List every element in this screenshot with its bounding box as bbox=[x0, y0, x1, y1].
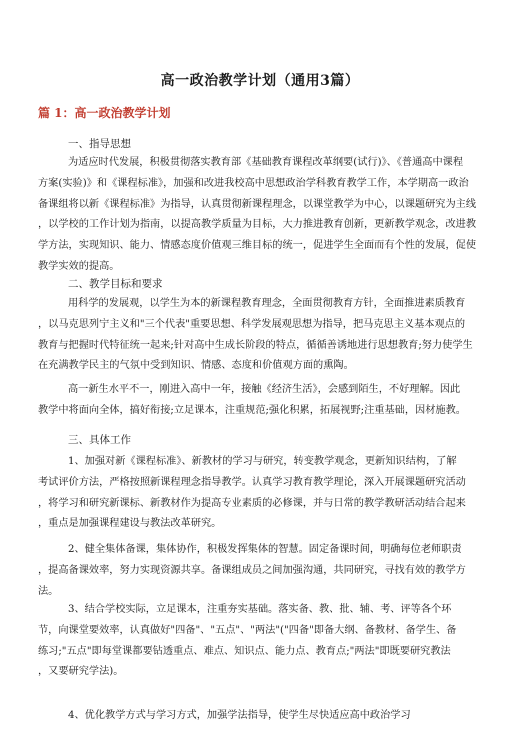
paragraph-line: 教学中将面向全体，搞好衔接;立足课本，注重规范;强化积累，拓展视野;注重基础，因材施教。 bbox=[38, 404, 466, 416]
paragraph-line: ，将学习和研究新课标、新教材作为提高专业素质的必修课，并与日常的教学教研活动结合起来 bbox=[38, 497, 466, 509]
paragraph-line: ，重点是加强课程建设与教法改革研究。 bbox=[38, 518, 222, 530]
paragraph-line: 教育与把握时代特征统一起来;针对高中生成长阶段的特点，循循善诱地进行思想教育;努力使学生 bbox=[38, 339, 473, 351]
paragraph-line: 用科学的发展观，以学生为本的新课程教育理念，全面贯彻教育方针，全面推进素质教育 bbox=[68, 298, 466, 309]
heading-guiding-thought: 一、指导思想 bbox=[68, 138, 131, 150]
paragraph-students bbox=[38, 380, 484, 422]
paragraph-line: ，以马克思列宁主义和"三个代表"重要思想、科学发展观思想为指导，把马克思主义基本观点的 bbox=[38, 318, 466, 330]
paragraph-line: 节，向课堂要效率，认真做好"四备"、"五点"、"两法"("四备"即备大纲、备教材、备学生、备 bbox=[38, 624, 457, 636]
paragraph-line: 2、健全集体备课，集体协作，积极发挥集体的智慧。固定备课时间，明确每位老师职责 bbox=[68, 544, 462, 555]
paragraph-goals bbox=[38, 294, 484, 377]
paragraph-line: 3、结合学校实际，立足课本，注重夯实基础。落实备、教、批、辅、考、评等各个环 bbox=[68, 604, 452, 615]
paragraph-line: 考试评价方法，严格按照新课程理念指导教学。认真学习教育教学理论，深入开展课题研究活动 bbox=[38, 476, 466, 488]
paragraph-task-1 bbox=[38, 452, 484, 535]
paragraph-task-4 bbox=[38, 706, 484, 727]
heading-goals: 二、教学目标和要求 bbox=[68, 278, 163, 290]
paragraph-line: 为适应时代发展，积极贯彻落实教育部《基础教育课程改革纲要(试行)》、《普通高中课程 bbox=[68, 157, 464, 168]
heading-tasks: 三、具体工作 bbox=[68, 434, 131, 446]
paragraph-line: 学方法，实现知识、能力、情感态度价值观三维目标的统一，促进学生全面而有个性的发展，促使 bbox=[38, 240, 477, 252]
paragraph-guiding-thought bbox=[38, 153, 484, 278]
paragraph-line: 1、加强对新《课程标准》、新教材的学习与研究，转变教学观念，更新知识结构，了解 bbox=[68, 456, 457, 467]
paragraph-line: ，以学校的工作计划为指南，以提高教学质量为目标，大力推进教育创新，更新教学观念，改进教 bbox=[38, 219, 477, 231]
paragraph-task-2 bbox=[38, 540, 484, 602]
paragraph-line: ，又要研究学法)。 bbox=[38, 666, 124, 678]
paragraph-line: 方案(实验)》和《课程标准》，加强和改进我校高中思想政治学科教育教学工作，本学期高一政治 bbox=[38, 177, 469, 189]
paragraph-line: 教学实效的提高。 bbox=[38, 260, 120, 272]
paragraph-line: 高一新生水平不一，刚进入高中一年，接触《经济生活》，会感到陌生，不好理解。因此 bbox=[68, 384, 461, 395]
paragraph-task-3 bbox=[38, 600, 484, 683]
paragraph-line: ，提高备课效率，努力实现资源共享。备课组成员之间加强沟通，共同研究，寻找有效的教学方 bbox=[38, 564, 466, 576]
section-title: 篇 1：高一政治教学计划 bbox=[38, 106, 171, 120]
paragraph-line: 法。 bbox=[38, 585, 59, 597]
paragraph-line: 在充满教学民主的气氛中受到知识、情感、态度和价值观方面的熏陶。 bbox=[38, 360, 354, 372]
paragraph-line: 4、优化教学方式与学习方式，加强学法指导，使学生尽快适应高中政治学习 bbox=[68, 710, 411, 721]
document-title: 高一政治教学计划（通用3篇） bbox=[160, 73, 360, 89]
paragraph-line: 备课组将以新《课程标准》为指导，认真贯彻新课程理念，以课堂教学为中心，以课题研究为主线 bbox=[38, 198, 477, 210]
paragraph-line: 练习;"五点"即每堂课都要钻透重点、难点、知识点、能力点、教育点;"两法"即既要研究教法 bbox=[38, 645, 451, 657]
